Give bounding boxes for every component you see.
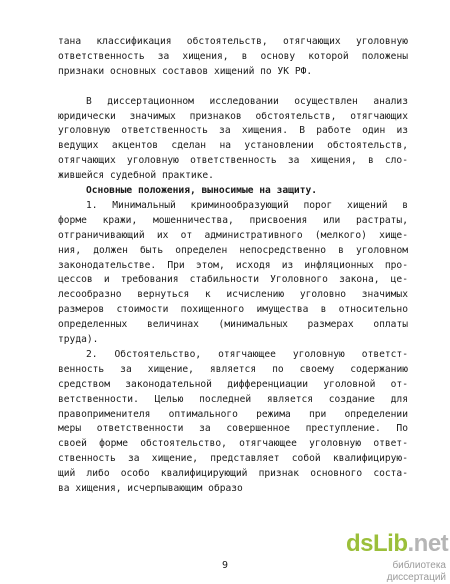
text-line: признаки основных составов хищений по УК РФ.	[58, 65, 313, 77]
watermark-logo	[338, 530, 449, 583]
watermark-logo-suffix: .net	[407, 530, 449, 557]
text-line: 1. Минимальный криминообразующий порог хищений в	[86, 199, 408, 211]
text-line: Основные положения, выносимые на защиту.	[86, 185, 318, 196]
text-line: определенных величинах (минимальных размерах оплаты	[58, 319, 408, 331]
text-line: меры ответственности за совершенное преступление. По	[58, 423, 408, 435]
text-line: лесообразно вернуться к исчислению уголовно значимых	[58, 289, 408, 301]
text-line: отягчающих уголовную ответственность за хищения, в сло-	[58, 155, 408, 167]
text-line: щий либо особо квалифицирующий признак основного соста-	[58, 468, 408, 480]
text-line: труда).	[58, 334, 99, 345]
text-line: ответственность за хищения, в основу которой положены	[58, 50, 408, 62]
text-line: ственность за хищение, представляет собой квалифицирую-	[58, 453, 408, 465]
text-line: тана классификация обстоятельств, отягчающих уголовную	[58, 36, 408, 47]
watermark-subtitle: библиотека диссертаций	[386, 560, 446, 583]
text-line: венность за хищение, является по своему содержанию	[58, 363, 408, 375]
text-line: законодательстве. При этом, исходя из инфляционных про-	[58, 259, 408, 271]
text-line: цессов и требования стабильности Уголовного закона, це-	[58, 274, 408, 286]
text-line: юридически значимых признаков обстоятельств, отягчающих	[58, 110, 408, 122]
text-line: форме кражи, мошенничества, присвоения или растраты,	[58, 214, 408, 226]
text-line: своей форме обстоятельство, отягчающее уголовную ответ-	[58, 438, 408, 450]
text-line: ния, должен быть определен непосредственно в уголовном	[58, 244, 408, 256]
text-line: ва хищения, исчерпывающим образо	[58, 483, 243, 494]
text-line: средством законодательной дифференциации уголовной от-	[58, 378, 408, 390]
page-number: 9	[221, 560, 229, 571]
watermark-logo-main: dsLib	[346, 530, 408, 557]
text-line: жившейся судебной практике.	[58, 170, 214, 182]
text-line: правоприменителя оптимального режима при определении	[58, 408, 408, 420]
text-line: размеров стоимости похищенного имущества в относительно	[58, 304, 408, 316]
text-line: ведущих акцентов сделан на установлении обстоятельств,	[58, 140, 408, 152]
text-line: В диссертационном исследовании осуществлен анализ	[86, 95, 408, 107]
text-line: уголовную ответственность за хищения. В работе один из	[58, 125, 408, 137]
text-line: отграничивающий их от административного (мелкого) хище-	[58, 229, 408, 241]
text-line: ветственности. Целью последней является создание для	[58, 393, 408, 405]
text-line: 2. Обстоятельство, отягчающее уголовную ответст-	[86, 348, 408, 360]
watermark-logo-text	[346, 530, 448, 558]
